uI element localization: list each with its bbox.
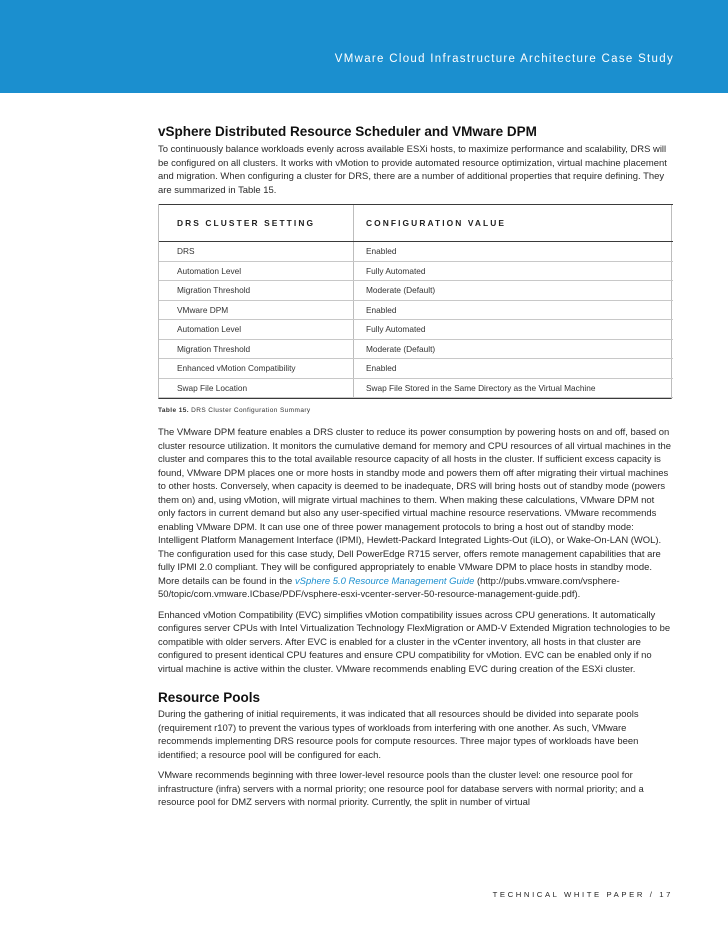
- table-row: [159, 359, 673, 379]
- table-header-row: [159, 205, 673, 242]
- table-cell-setting: VMware DPM: [159, 300, 354, 320]
- table-row: [159, 281, 673, 301]
- table-cell-value: Enabled: [354, 359, 674, 379]
- table-header-value: CONFIGURATION VALUE: [354, 205, 674, 242]
- table-cell-setting: DRS: [159, 242, 354, 262]
- table-cell-value: Swap File Stored in the Same Directory as the Virtual Machine: [354, 378, 674, 398]
- document-title: VMware Cloud Infrastructure Architecture Case Study: [334, 53, 674, 65]
- table-caption-label: Table 15.: [158, 407, 189, 414]
- table-row: [159, 339, 673, 359]
- table-cell-value: Moderate (Default): [354, 339, 674, 359]
- table-cell-setting: Automation Level: [159, 261, 354, 281]
- evc-paragraph: Enhanced vMotion Compatibility (EVC) simplifies vMotion compatibility issues across CPU generations. It automatically configures server CPUs with Intel Virtualization Technology FlexMigration or AMD-V Extended Migration technologies to be compatible with older servers. After EVC is enabled for a cluster in the vCenter inventory, all hosts in that cluster are configured to present identical CPU features and ensure CPU compatibility for vMotion. EVC can be enabled only if no virtual machine is active within the cluster. VMware recommends enabling EVC during creation of the ESXi cluster.: [158, 609, 671, 675]
- table-cell-value: Fully Automated: [354, 320, 674, 340]
- table-caption-text: DRS Cluster Configuration Summary: [191, 407, 311, 414]
- table-cell-value: Enabled: [354, 300, 674, 320]
- table-cell-setting: Migration Threshold: [159, 339, 354, 359]
- header-banner: [0, 0, 728, 93]
- drs-intro-paragraph: To continuously balance workloads evenly across available ESXi hosts, to maximize performance and scalability, DRS will be configured on all clusters. It works with vMotion to provide automated resource optimization, virtual machine placement and migration. When configuring a cluster for DRS, there are a number of additional properties that require defining. They are summarized in Table 15.: [158, 144, 667, 196]
- table-row: [159, 320, 673, 340]
- page-footer: [493, 890, 673, 899]
- resource-pools-paragraph-2: VMware recommends beginning with three lower-level resource pools than the cluster level: one resource pool for infrastructure (infra) servers with a normal priority; one resource pool for database servers with normal priority; and a resource pool for DMZ servers with normal priority. Currently, the split in number of virtual: [158, 770, 644, 808]
- table-cell-value: Enabled: [354, 242, 674, 262]
- section-heading-drs: vSphere Distributed Resource Scheduler and VMware DPM: [158, 124, 537, 139]
- dpm-paragraph: [158, 426, 672, 602]
- table-header-setting: DRS CLUSTER SETTING: [159, 205, 354, 242]
- table-cell-setting: Enhanced vMotion Compatibility: [159, 359, 354, 379]
- drs-settings-table: [158, 204, 672, 399]
- table-cell-value: Moderate (Default): [354, 281, 674, 301]
- resource-management-guide-link[interactable]: vSphere 5.0 Resource Management Guide: [294, 575, 475, 587]
- table-cell-setting: Swap File Location: [159, 378, 354, 398]
- table-row: [159, 242, 673, 262]
- table-caption: [158, 407, 672, 414]
- dpm-url-text: (http://pubs.vmware.com/vsphere-50/topic/com.vmware.ICbase/PDF/vsphere-esxi-vcenter-server-50-resource-management-guide.pdf).: [158, 575, 620, 600]
- table-cell-value: Fully Automated: [354, 261, 674, 281]
- table-row: [159, 300, 673, 320]
- resource-pools-paragraph-1: During the gathering of initial requirements, it was indicated that all resources should be divided into separate pools (requirement r107) to prevent the various types of workloads from interfering with one another. As such, VMware recommends implementing DRS resource pools for compute resources. Three major types of workloads have been identified; a resource pool will be configured for each.: [158, 709, 639, 761]
- page-content: [158, 124, 672, 817]
- table-row: [159, 378, 673, 398]
- table-cell-setting: Automation Level: [159, 320, 354, 340]
- footer-label: TECHNICAL WHITE PAPER /: [492, 890, 655, 899]
- section-heading-resource-pools: Resource Pools: [158, 690, 261, 705]
- dpm-text: The VMware DPM feature enables a DRS cluster to reduce its power consumption by powering hosts on and off, based on cluster resource utilization. It monitors the cumulative demand for memory and CPU resources of all virtual machines in the cluster and compares this to the total available resource capacity of all hosts in the cluster. If sufficient excess capacity is found, VMware DPM places one or more hosts in standby mode and powers them off after migrating their virtual machines to other hosts. Conversely, when capacity is deemed to be inadequate, DRS will bring hosts out of standby mode (powers them on) and, using vMotion, will migrate virtual machines to them. When making these calculations, VMware DPM not only factors in current demand but also any user-specified virtual machine resource reservations. VMware recommends enabling VMware DPM. It can use one of three power management protocols to bring a host out of standby mode: Intelligent Platform Management Interface (IPMI), Hewlett-Packard Integrated Lights-Out (iLO), or Wake-On-LAN (WOL). The configuration used for this case study, Dell PowerEdge R715 server, offers remote management capabilities that are fully IPMI 2.0 compliant. They will be configured appropriately to enable VMware DPM to place hosts in standby mode. More details can be found in the: [158, 427, 671, 587]
- table-row: [159, 261, 673, 281]
- page-number: 17: [659, 890, 673, 899]
- table-cell-setting: Migration Threshold: [159, 281, 354, 301]
